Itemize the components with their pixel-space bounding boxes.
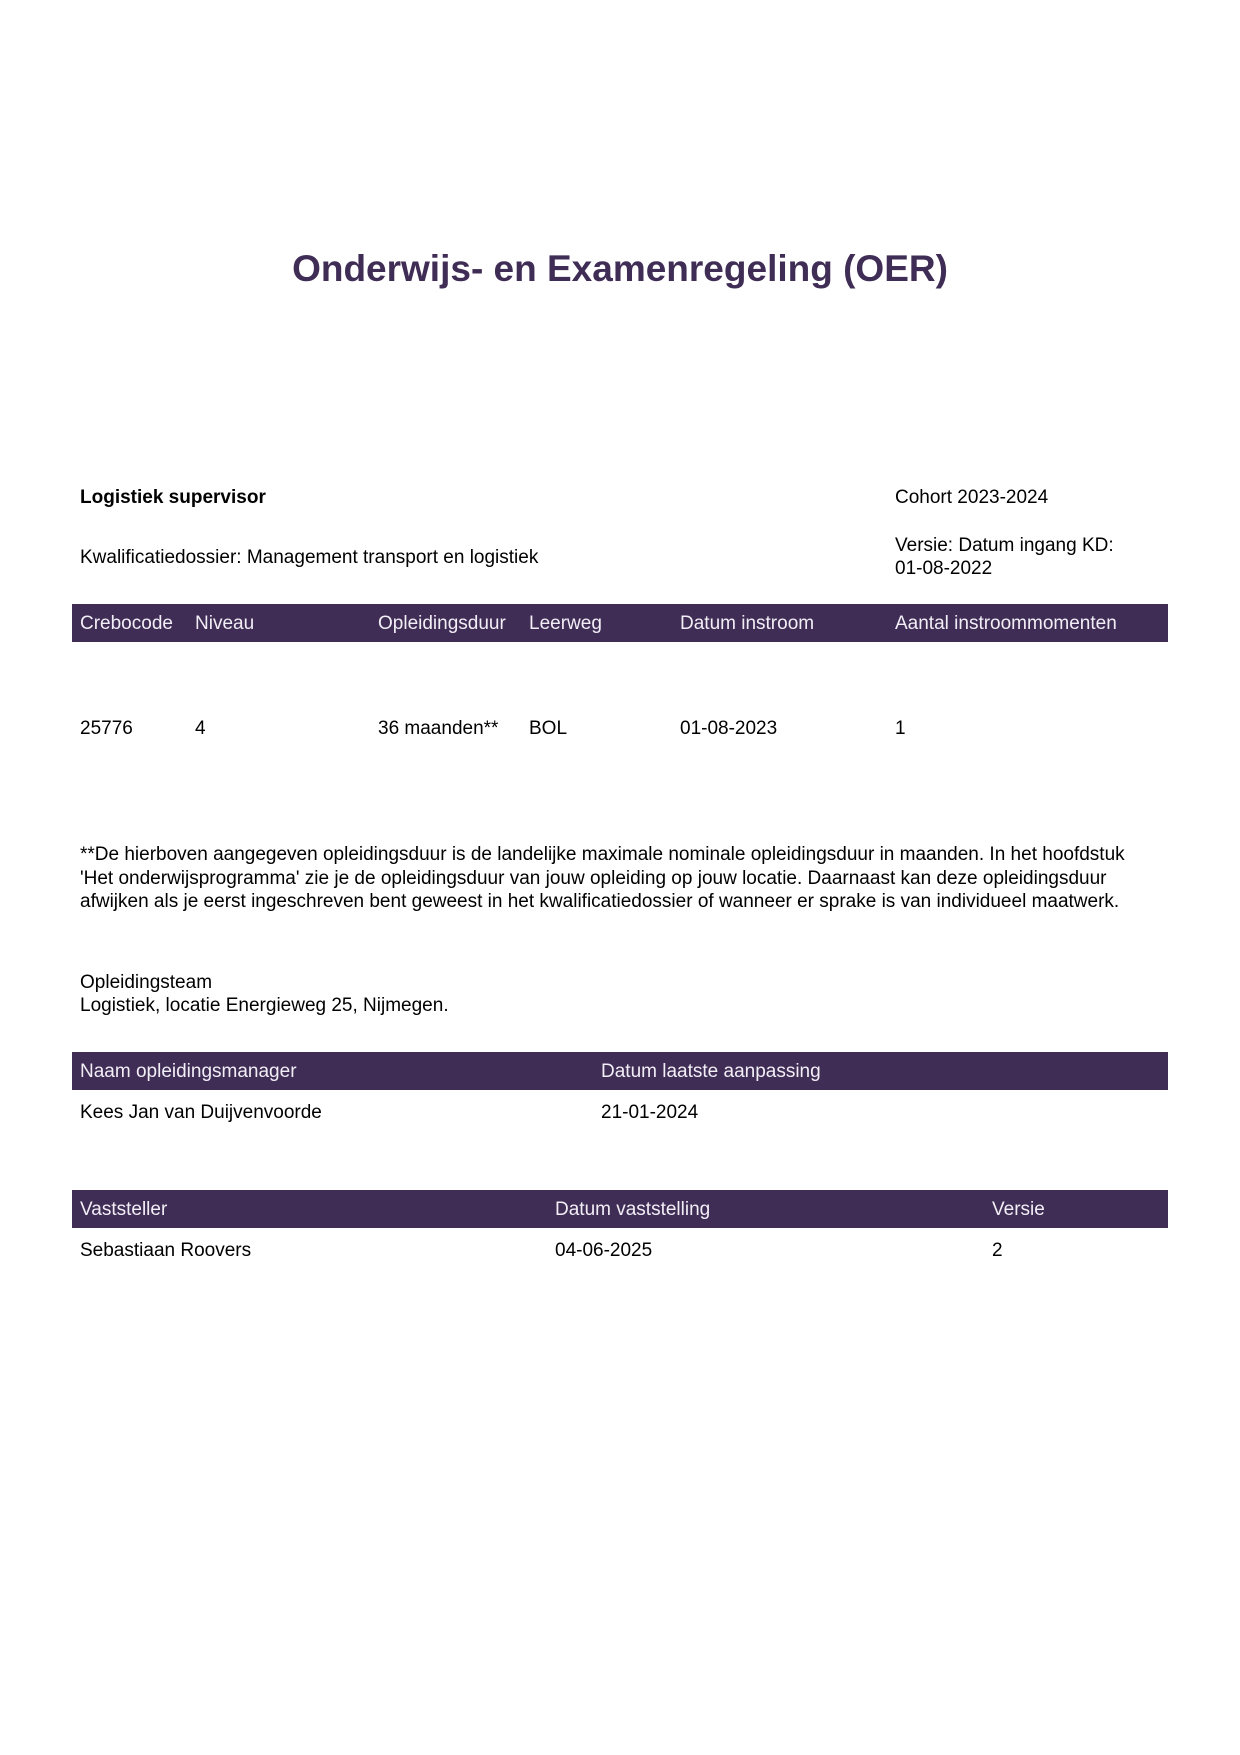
program-table-header (72, 604, 1168, 642)
approver-name: Sebastiaan Roovers (80, 1240, 252, 1261)
column-header-versie: Versie (992, 1199, 1045, 1220)
document-title: Onderwijs- en Examenregeling (OER) (292, 248, 948, 289)
approval-table-header (72, 1190, 1168, 1228)
column-header-datum-laatste-aanpassing: Datum laatste aanpassing (601, 1061, 821, 1082)
crebocode-value: 25776 (80, 718, 133, 739)
version-info (895, 534, 1114, 580)
column-header-datum-vaststelling: Datum vaststelling (555, 1199, 711, 1220)
approval-date: 04-06-2025 (555, 1240, 653, 1261)
manager-name: Kees Jan van Duijvenvoorde (80, 1102, 322, 1123)
column-header-aantal-instroommomenten: Aantal instroommomenten (895, 613, 1117, 634)
duration-footnote: **De hierboven aangegeven opleidingsduur is de landelijke maximale nominale opleidingsduur in maanden. In het hoofdstuk 'Het onderwijsprogramma' zie je de opleidingsduur van jouw opleiding op jouw locatie. Daarnaast kan deze opleidingsduur afwijken als je eerst ingeschreven bent geweest in het kwalificatiedossier of wanneer er sprake is van individueel maatwerk. (80, 844, 1125, 912)
version-number: 2 (992, 1240, 1003, 1261)
opleidingsduur-value: 36 maanden** (378, 718, 499, 739)
manager-table-header (72, 1052, 1168, 1090)
team-value: Logistiek, locatie Energieweg 25, Nijmegen. (80, 995, 449, 1016)
leerweg-value: BOL (529, 718, 568, 739)
team-label: Opleidingsteam (80, 972, 213, 993)
program-name: Logistiek supervisor (80, 487, 266, 508)
column-header-crebocode: Crebocode (80, 613, 173, 634)
aantal-instroommomenten-value: 1 (895, 718, 906, 739)
column-header-opleidingsduur: Opleidingsduur (378, 613, 506, 634)
version-date: 01-08-2022 (895, 558, 993, 579)
cohort: Cohort 2023-2024 (895, 487, 1049, 508)
qualification-dossier: Kwalificatiedossier: Management transport en logistiek (80, 547, 539, 568)
team-info (80, 971, 449, 1017)
column-header-vaststeller: Vaststeller (80, 1199, 168, 1220)
column-header-naam-opleidingsmanager: Naam opleidingsmanager (80, 1061, 297, 1082)
datum-instroom-value: 01-08-2023 (680, 718, 778, 739)
column-header-datum-instroom: Datum instroom (680, 613, 815, 634)
last-modified-date: 21-01-2024 (601, 1102, 699, 1123)
column-header-niveau: Niveau (195, 613, 255, 634)
version-label: Versie: Datum ingang KD: (895, 535, 1114, 556)
niveau-value: 4 (195, 718, 206, 739)
column-header-leerweg: Leerweg (529, 613, 602, 634)
